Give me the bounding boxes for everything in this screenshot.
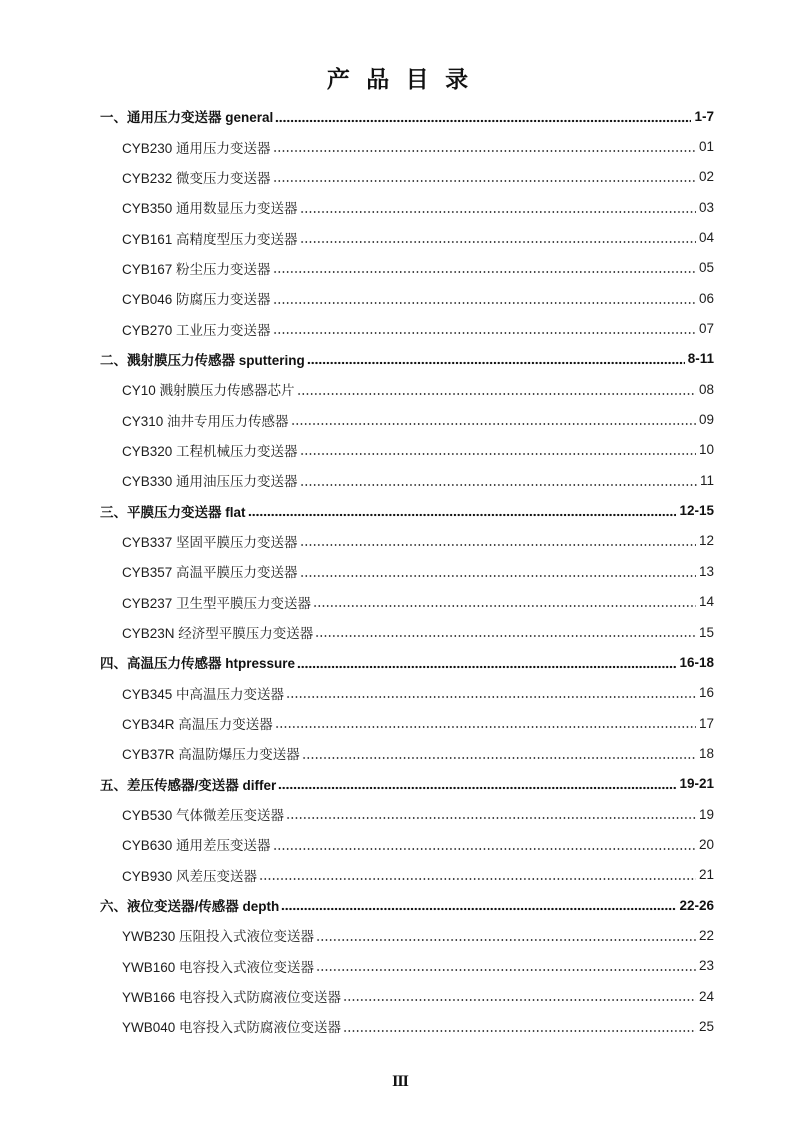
toc-item-row [100,465,714,495]
toc-section-row-label: 六、液位变送器/传感器 depth [100,899,280,915]
dot-leader [316,920,696,950]
toc-item-row-page: 24 [698,988,714,1004]
toc-item-row-page: 01 [698,139,714,155]
toc-item-row [100,526,714,556]
toc-item-row [100,253,714,283]
toc-section-row-page: 19-21 [679,776,714,792]
toc-item-row-page: 02 [698,169,714,185]
toc-item-row-label: CYB232 微变压力变送器 [122,170,271,186]
table-of-contents [100,101,714,1042]
toc-item-row-page: 06 [698,290,714,306]
dot-leader [273,313,696,343]
toc-item-row-page: 05 [698,260,714,276]
toc-item-row [100,860,714,890]
toc-item-row-label: CYB357 高温平膜压力变送器 [122,565,298,581]
dot-leader [286,678,696,708]
toc-item-row-label: YWB166 电容投入式防腐液位变送器 [122,990,342,1006]
toc-item-row-page: 07 [698,321,714,337]
toc-item-row-page: 25 [698,1018,714,1034]
dot-leader [281,890,676,920]
toc-item-row [100,222,714,252]
toc-section-row [100,647,714,677]
toc-item-row-page: 15 [698,624,714,640]
toc-item-row [100,374,714,404]
toc-item-row [100,951,714,981]
dot-leader [248,495,677,525]
dot-leader [273,829,696,859]
toc-item-row-page: 13 [698,563,714,579]
toc-item-row-label: CYB34R 高温压力变送器 [122,717,273,733]
dot-leader [307,344,685,374]
toc-section-row-page: 1-7 [694,108,714,124]
toc-item-row-page: 10 [698,442,714,458]
toc-section-row-page: 22-26 [679,897,714,913]
dot-leader [259,860,696,890]
dot-leader [275,101,691,131]
toc-section-row-page: 12-15 [679,503,714,519]
toc-item-row [100,404,714,434]
toc-item-row-label: CYB237 卫生型平膜压力变送器 [122,595,312,611]
dot-leader [291,404,696,434]
toc-section-row-page: 8-11 [687,351,714,367]
toc-item-row-label: CY310 油井专用压力传感器 [122,413,289,429]
toc-section-row-label: 四、高温压力传感器 htpressure [100,656,296,672]
toc-item-row-page: 04 [698,230,714,246]
dot-leader [273,131,696,161]
toc-item-row [100,738,714,768]
toc-item-row-page: 21 [698,867,714,883]
dot-leader [297,647,676,677]
page-title: 产 品 目 录 [326,66,474,92]
dot-leader [300,526,696,556]
toc-item-row-label: CYB330 通用油压压力变送器 [122,474,298,490]
toc-item-row-page: 14 [698,594,714,610]
dot-leader [300,435,696,465]
toc-item-row-label: YWB160 电容投入式液位变送器 [122,959,315,975]
toc-item-row [100,162,714,192]
toc-item-row [100,708,714,738]
toc-item-row-page: 18 [698,745,714,761]
toc-item-row-page: 23 [698,958,714,974]
toc-item-row-label: CY10 溅射膜压力传感器芯片 [122,383,295,399]
toc-item-row [100,192,714,222]
toc-section-row [100,101,714,131]
toc-item-row-page: 20 [698,836,714,852]
dot-leader [273,253,696,283]
toc-item-row-label: CYB320 工程机械压力变送器 [122,443,298,459]
toc-item-row [100,799,714,829]
toc-item-row-label: CYB270 工业压力变送器 [122,322,271,338]
toc-item-row [100,1011,714,1041]
toc-section-row [100,769,714,799]
toc-item-row-label: CYB530 气体微差压变送器 [122,808,285,824]
toc-item-row [100,587,714,617]
toc-item-row [100,556,714,586]
toc-item-row [100,678,714,708]
toc-item-row-page: 08 [698,381,714,397]
dot-leader [300,192,696,222]
toc-section-row [100,890,714,920]
toc-item-row-page: 19 [698,806,714,822]
dot-leader [343,1011,696,1041]
toc-item-row [100,313,714,343]
toc-item-row-label: YWB230 压阻投入式液位变送器 [122,929,315,945]
dot-leader [273,162,696,192]
dot-leader [275,708,696,738]
toc-section-row-label: 二、溅射膜压力传感器 sputtering [100,352,305,368]
toc-item-row-label: CYB161 高精度型压力变送器 [122,231,298,247]
toc-section-row-label: 五、差压传感器/变送器 differ [100,777,277,793]
toc-item-row-page: 22 [698,927,714,943]
dot-leader [300,222,696,252]
dot-leader [297,374,696,404]
toc-item-row [100,617,714,647]
toc-item-row-label: CYB345 中高温压力变送器 [122,686,285,702]
toc-section-row-label: 一、通用压力变送器 general [100,110,274,126]
dot-leader [302,738,696,768]
toc-item-row-label: CYB167 粉尘压力变送器 [122,261,271,277]
dot-leader [300,465,697,495]
toc-item-row [100,981,714,1011]
dot-leader [300,556,696,586]
toc-item-row-page: 12 [698,533,714,549]
toc-item-row-page: 03 [698,199,714,215]
footer-page-number: III [392,1073,408,1090]
toc-item-row-page: 09 [698,412,714,428]
toc-item-row-label: CYB350 通用数显压力变送器 [122,201,298,217]
toc-section-row [100,344,714,374]
toc-item-row [100,435,714,465]
toc-item-row-page: 11 [699,472,714,488]
dot-leader [273,283,696,313]
toc-item-row-page: 17 [698,715,714,731]
toc-section-row-label: 三、平膜压力变送器 flat [100,504,246,520]
toc-item-row-label: CYB230 通用压力变送器 [122,140,271,156]
toc-item-row-label: CYB23N 经济型平膜压力变送器 [122,626,314,642]
toc-item-row-label: CYB337 坚固平膜压力变送器 [122,534,298,550]
toc-item-row-label: CYB930 风差压变送器 [122,868,258,884]
toc-item-row-label: CYB37R 高温防爆压力变送器 [122,747,300,763]
toc-item-row [100,829,714,859]
dot-leader [313,587,696,617]
toc-item-row-page: 16 [698,685,714,701]
toc-item-row-label: CYB046 防腐压力变送器 [122,292,271,308]
dot-leader [343,981,696,1011]
dot-leader [316,951,696,981]
toc-section-row [100,495,714,525]
dot-leader [278,769,676,799]
toc-section-row-page: 16-18 [679,654,714,670]
toc-item-row [100,131,714,161]
dot-leader [315,617,696,647]
toc-item-row [100,283,714,313]
toc-item-row-label: CYB630 通用差压变送器 [122,838,271,854]
toc-item-row [100,920,714,950]
dot-leader [286,799,696,829]
toc-item-row-label: YWB040 电容投入式防腐液位变送器 [122,1020,342,1036]
